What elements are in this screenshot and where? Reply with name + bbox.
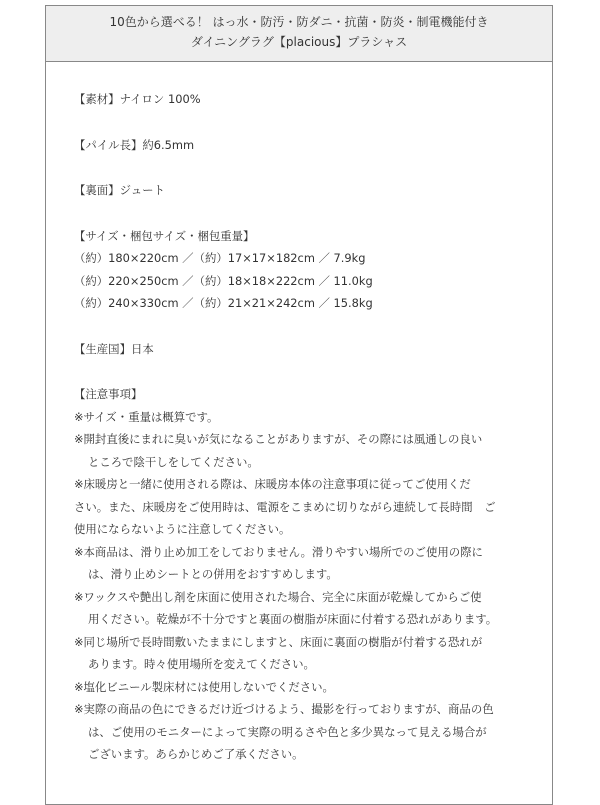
note-item <box>74 698 552 766</box>
note-text: ※同じ場所で長時間敷いたままにしますと、床面に裏面の樹脂が付着する恐れが <box>74 634 483 649</box>
notes-heading: 【注意事項】 <box>74 387 143 401</box>
note-item <box>74 586 552 631</box>
size-section <box>74 225 552 315</box>
note-item <box>74 541 552 586</box>
note-text: ※塩化ビニール製床材には使用しないでください。 <box>74 679 334 694</box>
note-text: ※開封直後にまれに臭いが気になることがありますが、その際には風通しの良い <box>74 432 483 446</box>
size-row: （約）180×220cm ／（約）17×17×182cm ／ 7.9kg <box>74 251 366 265</box>
product-title-line-2: ダイニングラグ【placious】プラシャス <box>190 35 408 49</box>
note-text: 用ください。乾燥が不十分ですと裏面の樹脂が床面に付着する恐れがあります。 <box>88 612 498 626</box>
origin-text: 【生産国】日本 <box>74 341 154 356</box>
pile-length-text: 【パイル長】約6.5mm <box>74 137 195 152</box>
note-text: あります。時々使用場所を変えてください。 <box>88 657 315 671</box>
product-spec-frame <box>45 5 553 805</box>
size-heading: 【サイズ・梱包サイズ・梱包重量】 <box>74 228 255 243</box>
note-text: ところで陰干しをしてください。 <box>88 454 259 469</box>
product-title-line-1: 10色から選べる！ はっ水・防汚・防ダニ・抗菌・防炎・制電機能付き <box>109 15 489 29</box>
note-item <box>74 631 552 676</box>
pile-section <box>74 134 552 157</box>
product-title-header <box>46 6 552 62</box>
note-text: さい。また、床暖房をご使用時は、電源をこまめに切りながら連続して長時間 ご <box>74 499 496 514</box>
material-text: 【素材】ナイロン 100% <box>74 92 201 106</box>
size-row: （約）220×250cm ／（約）18×18×222cm ／ 11.0kg <box>74 273 373 288</box>
note-text: は、滑り止めシートとの併用をおすすめします。 <box>88 567 338 581</box>
notes-section <box>74 383 552 766</box>
note-item <box>74 406 552 429</box>
origin-section <box>74 338 552 361</box>
note-text: ※ワックスや艶出し剤を床面に使用された場合、完全に床面が乾燥してからご使 <box>74 589 482 604</box>
note-text: ございます。あらかじめご了承ください。 <box>88 747 304 761</box>
note-item <box>74 473 552 541</box>
note-text: ※サイズ・重量は概算です。 <box>74 409 219 424</box>
note-text: ※床暖房と一緒に使用される際は、床暖房本体の注意事項に従ってご使用くだ <box>74 477 471 491</box>
backing-section <box>74 179 552 202</box>
size-row: （約）240×330cm ／（約）21×21×242cm ／ 15.8kg <box>74 296 373 310</box>
spec-body <box>46 62 552 766</box>
backing-text: 【裏面】ジュート <box>74 183 165 197</box>
note-text: ※本商品は、滑り止め加工をしておりません。滑りやすい場所でのご使用の際に <box>74 544 483 559</box>
note-item <box>74 676 552 699</box>
note-text: 使用にならないように注意してください。 <box>74 522 291 536</box>
note-item <box>74 428 552 473</box>
note-text: は、ご使用のモニターによって実際の明るさや色と多少異なって見える場合が <box>88 724 487 739</box>
material-section <box>74 88 552 111</box>
note-text: ※実際の商品の色にできるだけ近づけるよう、撮影を行っておりますが、商品の色 <box>74 702 494 716</box>
